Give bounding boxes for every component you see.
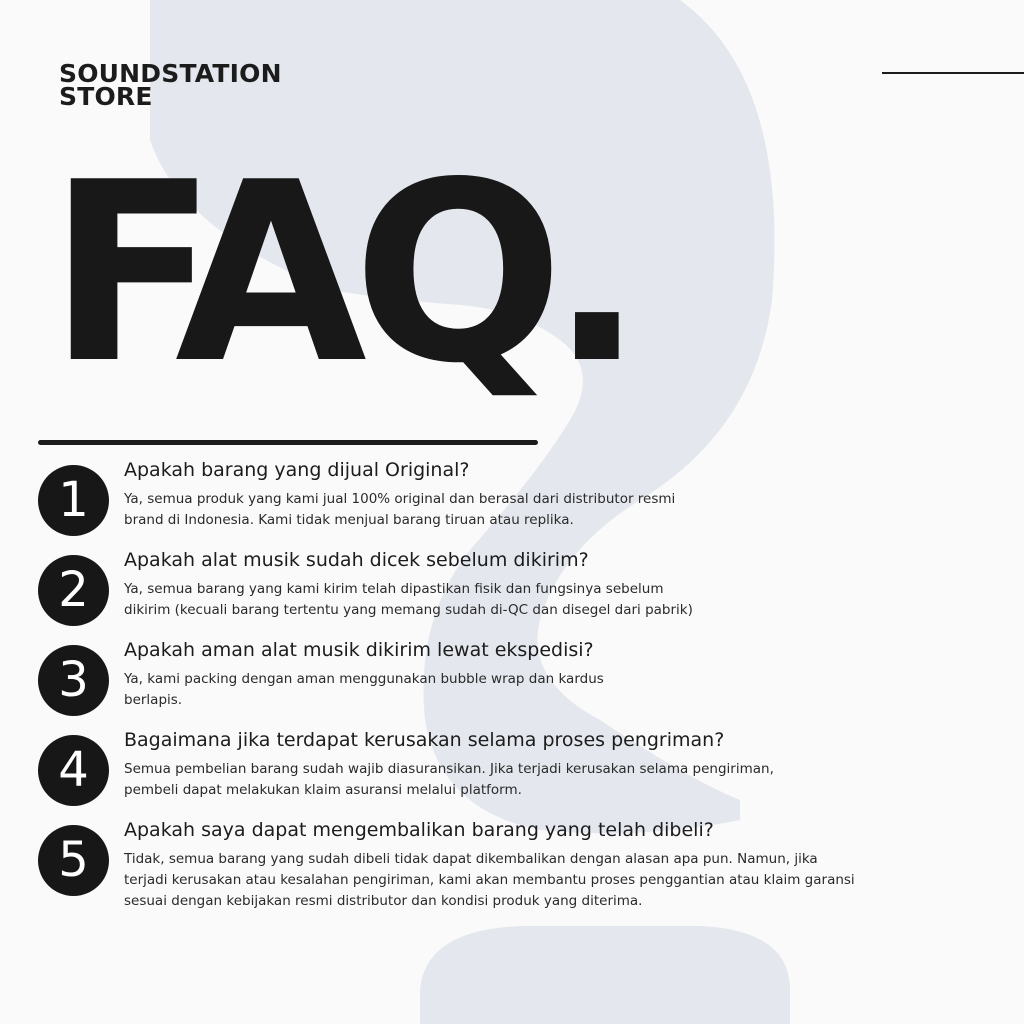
faq-answer xyxy=(124,579,693,621)
faq-question: Apakah aman alat musik dikirim lewat ekspedisi? xyxy=(124,639,594,661)
faq-answer xyxy=(124,849,855,912)
answer-line: sesuai dengan kebijakan resmi distributor dan kondisi produk yang diterima. xyxy=(124,893,643,909)
answer-line: brand di Indonesia. Kami tidak menjual barang tiruan atau replika. xyxy=(124,512,574,528)
faq-question: Apakah alat musik sudah dicek sebelum dikirim? xyxy=(124,549,589,571)
answer-line: pembeli dapat melakukan klaim asuransi melalui platform. xyxy=(124,782,522,798)
faq-answer xyxy=(124,489,675,531)
faq-question: Bagaimana jika terdapat kerusakan selama proses pengriman? xyxy=(124,729,725,751)
brand-name-line1: SOUNDSTATION xyxy=(59,59,282,88)
faq-answer xyxy=(124,759,774,801)
faq-question: Apakah barang yang dijual Original? xyxy=(124,459,470,481)
number-badge: 5 xyxy=(38,825,109,896)
brand-name-line2: STORE xyxy=(59,82,153,111)
faq-answer xyxy=(124,669,604,711)
number-badge: 2 xyxy=(38,555,109,626)
answer-line: berlapis. xyxy=(124,692,183,708)
answer-line: Ya, semua barang yang kami kirim telah dipastikan fisik dan fungsinya sebelum xyxy=(124,581,664,597)
answer-line: Tidak, semua barang yang sudah dibeli tidak dapat dikembalikan dengan alasan apa pun. Namun, jika xyxy=(124,851,818,867)
answer-line: dikirim (kecuali barang tertentu yang memang sudah di-QC dan disegel dari pabrik) xyxy=(124,602,693,618)
answer-line: Semua pembelian barang sudah wajib diasuransikan. Jika terjadi kerusakan selama pengiriman, xyxy=(124,761,774,777)
answer-line: Ya, kami packing dengan aman menggunakan bubble wrap dan kardus xyxy=(124,671,604,687)
number-badge: 1 xyxy=(38,465,109,536)
number-badge: 4 xyxy=(38,735,109,806)
faq-question: Apakah saya dapat mengembalikan barang yang telah dibeli? xyxy=(124,819,714,841)
answer-line: Ya, semua produk yang kami jual 100% original dan berasal dari distributor resmi xyxy=(124,491,676,507)
number-badge: 3 xyxy=(38,645,109,716)
page-title: FAQ. xyxy=(48,130,630,418)
answer-line: terjadi kerusakan atau kesalahan pengiriman, kami akan membantu proses penggantian atau klaim garansi xyxy=(124,872,855,888)
